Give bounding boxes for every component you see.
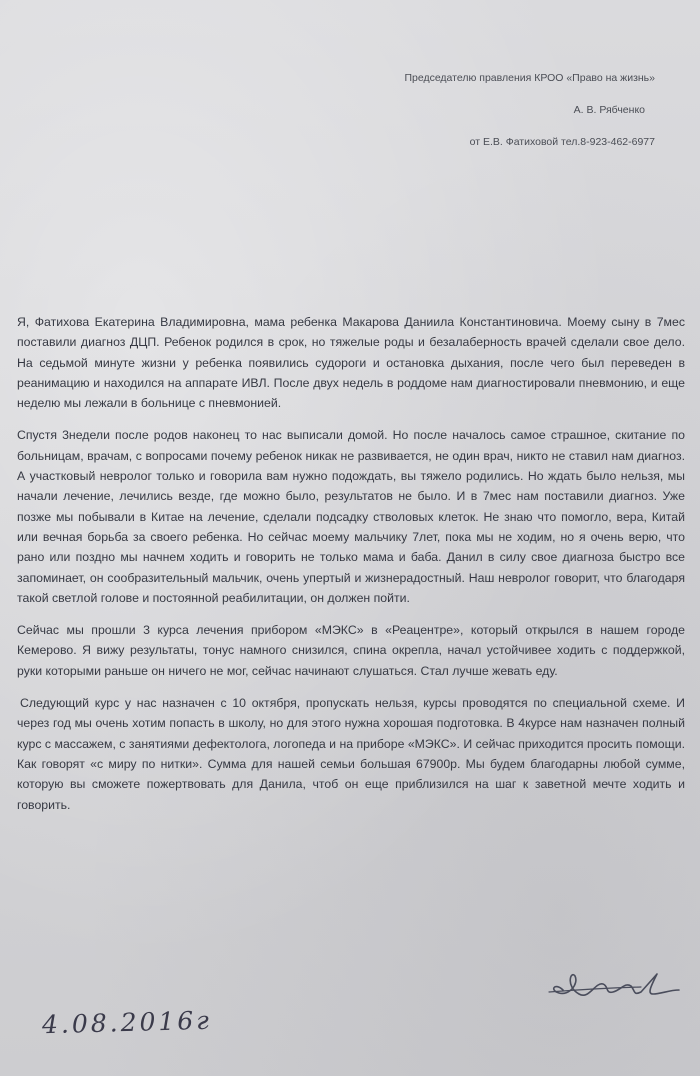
- addressee-name: А. В. Рябченко: [573, 104, 645, 116]
- sender-line: от Е.В. Фатиховой тел.8-923-462-6977: [469, 136, 655, 148]
- paragraph-treatment: Сейчас мы прошли 3 курса лечения прибором «МЭКС» в «Реацентре», который открылся в нашем городе Кемерово. Я вижу результаты, тонус намного снизился, спина окрепла, начал устойчивее ходить с поддержкой, руки которыми раньше он ничего не мог, сейчас начинают слушаться. Стал лучше жевать еду.: [17, 623, 685, 678]
- paragraph-request: Следующий курс у нас назначен с 10 октября, пропускать нельзя, курсы проводятся по специальной схеме. И через год мы очень хотим попасть в школу, но для этого нужна хорошая подготовка. В 4курсе нам назначен полный курс с массажем, с занятиями дефектолога, логопеда и на приборе «МЭКС». И сейчас приходится просить помощи. Как говорят «с миру по нитки». Сумма для нашей семьи большая 67900р. Мы будем благодарны любой сумме, которую вы сможете пожертвовать для Данила, чтоб он еще приблизился на шаг к заветной мечте ходить и говорить.: [17, 696, 685, 812]
- handwritten-signature: [545, 960, 685, 1010]
- letter-header: [235, 62, 655, 158]
- paragraph-history: Спустя 3недели после родов наконец то нас выписали домой. Но после началось самое страшное, скитание по больницам, врачам, с вопросами почему ребенок никак не развивается, не один врач, никто не ставил нам диагноз. А участковый невролог только и говорила вам нужно подождать, вы тяжело родились. Но ждать было нельзя, мы начали лечение, лечились везде, где можно было, результатов не было. И в 7мес нам поставили диагноз. Уже позже мы побывали в Китае на лечение, сделали подсадку стволовых клеток. Не знаю что помогло, вера, Китай или вечная борьба за своего ребенка. Но сейчас моему мальчику 7лет, пока мы не ходим, но я очень верю, что рано или поздно мы начнем ходить и говорить не только мама и баба. Данил в силу свое диагноза быстро все запоминает, он сообразительный мальчик, очень упертый и жизнерадостный. Наш невролог говорит, что благодаря такой светлой голове и постоянной реабилитации, он должен пойти.: [17, 428, 685, 605]
- addressee-line: Председателю правления КРОО «Право на жизнь»: [404, 72, 655, 84]
- handwritten-date: 4.08.2016г: [41, 1005, 213, 1040]
- letter-body: [17, 312, 685, 827]
- paragraph-intro: Я, Фатихова Екатерина Владимировна, мама ребенка Макарова Даниила Константиновича. Моему сыну в 7мес поставили диагноз ДЦП. Ребенок родился в срок, но тяжелые роды и безалаберность врачей сделали свое дело. На седьмой минуте жизни у ребенка появились судороги и остановка дыхания, после чего был переведен в реанимацию и находился на аппарате ИВЛ. После двух недель в роддоме нам диагностировали пневмонию, и еще неделю мы лежали в больнице с пневмонией.: [17, 315, 685, 411]
